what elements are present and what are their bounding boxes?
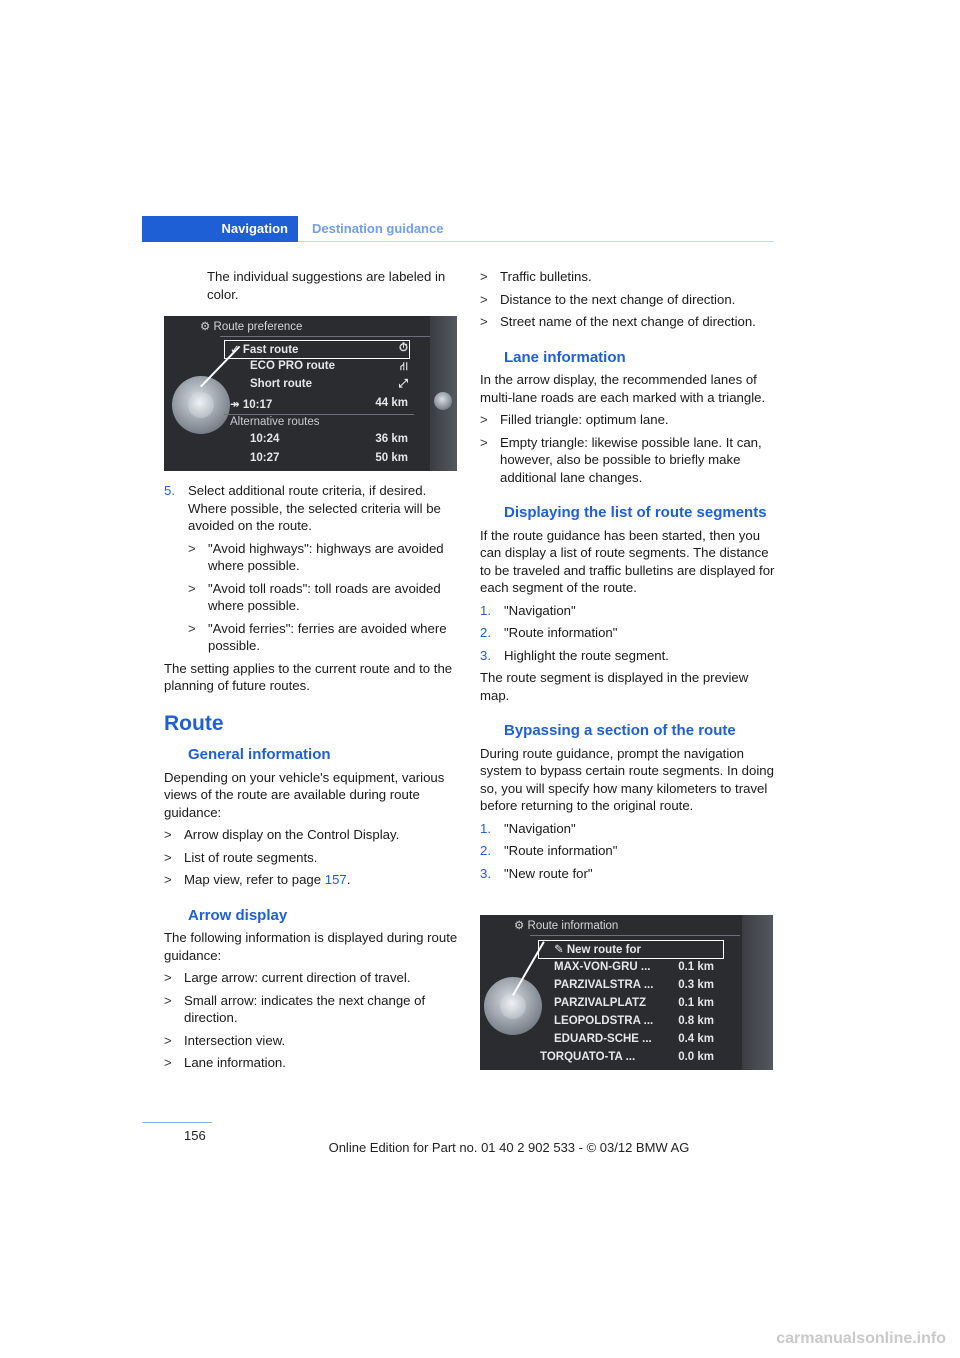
arrow-heading: Arrow display [188, 906, 288, 924]
watermark: carmanualsonline.info [776, 1330, 946, 1347]
general-text: Depending on your vehicle's equipment, various views of the route are available during route guidance: [164, 769, 445, 820]
list-item: > Lane information. [164, 1055, 286, 1070]
screen-row-value: 0.8 km [678, 1015, 714, 1027]
screen-row-value: 0.1 km [678, 997, 714, 1009]
route-preference-screenshot [164, 316, 457, 471]
screen-row-value: ⛙ [399, 361, 408, 373]
lane-heading: Lane information [504, 348, 626, 366]
setting-note: The setting applies to the current route and to the planning of future routes. [164, 660, 453, 693]
screen-row-value: 0.4 km [678, 1033, 714, 1045]
section-title: Destination guidance [312, 221, 444, 236]
screen-row-value: ⏱ [399, 342, 408, 354]
segments-text: If the route guidance has been started, then you can display a list of route segments. The distance to be traveled and traffic bulletins are displayed for each segment of the route. [480, 527, 775, 595]
screen-row: ✎ New route for [554, 944, 641, 956]
screen-row: EDUARD-SCHE ... [554, 1033, 652, 1045]
screen-row-value: 50 km [375, 452, 408, 464]
segments-note: The route segment is displayed in the preview map. [480, 670, 749, 703]
general-heading: General information [188, 746, 331, 763]
intro-text: The individual suggestions are labeled in color. [207, 269, 446, 302]
screen-row-value: ⤢ [398, 378, 408, 390]
step: 1. "Navigation" [480, 602, 576, 618]
page-link[interactable]: 157 [324, 872, 347, 887]
left-column-body [164, 482, 460, 1077]
arrow-text: The following information is displayed during route guidance: [164, 930, 458, 963]
step: 1. "Navigation" [480, 820, 576, 836]
screen-row-value: 0.3 km [678, 979, 714, 991]
header-rule [298, 241, 774, 242]
list-item: > List of route segments. [164, 849, 318, 865]
list-item: > "Avoid ferries": ferries are avoided where possible. [188, 620, 447, 653]
list-item: > "Avoid highways": highways are avoided where possible. [188, 540, 444, 573]
list-item: > Empty triangle: likewise possible lane. It can, however, also be possible to briefly make additional lane changes. [480, 434, 762, 485]
screen-row: PARZIVALPLATZ [554, 997, 646, 1009]
list-item: > Arrow display on the Control Display. [164, 827, 400, 842]
step: 3. "New route for" [480, 865, 593, 881]
page-number: 156 [184, 1128, 206, 1143]
screen-row: ↠ 10:17 [230, 399, 273, 411]
step-text: Select additional route criteria, if desired. Where possible, the selected criteria will be avoided on the route. [188, 483, 441, 533]
lane-text: In the arrow display, the recommended lanes of multi-lane roads are each marked with a triangle. [480, 372, 766, 405]
screen-row: Short route [250, 378, 312, 390]
step: 3. Highlight the route segment. [480, 647, 669, 663]
screen-row-value: 0.1 km [678, 961, 714, 973]
screen-row: 10:24 [250, 433, 280, 445]
step: 2. "Route information" [480, 843, 618, 858]
chapter-tab: Navigation [142, 216, 298, 242]
left-column [164, 268, 460, 308]
segments-heading: Displaying the list of route segments [504, 504, 767, 521]
list-item: > Small arrow: indicates the next change of direction. [164, 992, 426, 1025]
route-heading: Route [164, 711, 224, 735]
list-item: > Map view, refer to page 157. [164, 872, 351, 887]
screen-row: ✓ Fast route [230, 344, 299, 356]
list-item: > Distance to the next change of direction. [480, 291, 736, 307]
list-item: > Street name of the next change of direction. [480, 314, 756, 329]
screen-row: LEOPOLDSTRA ... [554, 1015, 654, 1027]
screen-row: Alternative routes [230, 416, 320, 428]
list-item: > Large arrow: current direction of travel. [164, 970, 411, 985]
right-column [480, 268, 776, 887]
bypass-heading: Bypassing a section of the route [504, 722, 736, 739]
list-item: > Traffic bulletins. [480, 269, 592, 284]
list-item: > Intersection view. [164, 1032, 286, 1048]
screen-row-value: 0.0 km [678, 1051, 714, 1063]
screen-row: MAX-VON-GRU ... [554, 961, 651, 973]
page-number-rule [142, 1122, 212, 1123]
route-information-screenshot [480, 915, 773, 1070]
step-number: 5. [164, 483, 175, 498]
screen-row: TORQUATO-TA ... [540, 1051, 636, 1063]
screen-row: PARZIVALSTRA ... [554, 979, 654, 991]
step: 2. "Route information" [480, 625, 618, 640]
side-button-icon [434, 392, 452, 410]
screen-row: 10:27 [250, 452, 280, 464]
screen-title: ⚙ Route preference [200, 321, 303, 333]
screen-title: ⚙ Route information [514, 920, 619, 932]
list-item: > "Avoid toll roads": toll roads are avoided where possible. [188, 580, 441, 613]
screen-row-value: 44 km [375, 397, 408, 409]
step-5 [164, 482, 460, 535]
screen-row-value: 36 km [375, 433, 408, 445]
list-item: > Filled triangle: optimum lane. [480, 412, 669, 427]
screen-row: ECO PRO route [250, 360, 335, 372]
edition-footer: Online Edition for Part no. 01 40 2 902 533 - © 03/12 BMW AG [328, 1140, 690, 1155]
bypass-text: During route guidance, prompt the navigation system to bypass certain route segments. In doing so, you will specify how many kilometers to travel before returning to the original route. [480, 745, 774, 813]
